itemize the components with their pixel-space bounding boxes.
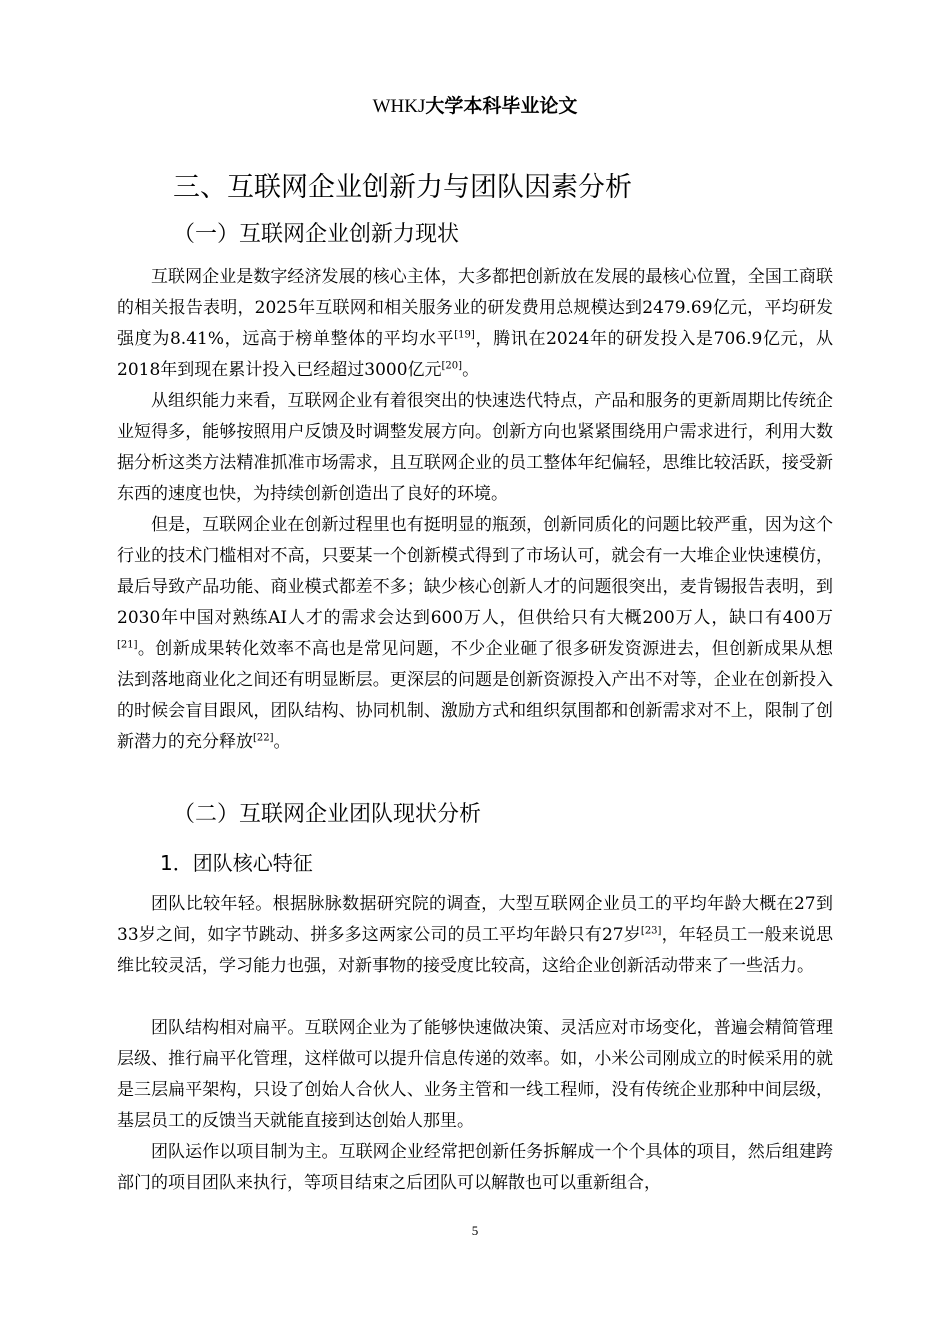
running-header (0, 93, 950, 120)
paragraph-innovation-bottlenecks (117, 510, 833, 758)
paragraph-text: 但是，互联网企业在创新过程里也有挺明显的瓶颈，创新同质化的问题比较严重，因为这个行业的技术门槛相对不高，只要某一个创新模式得到了市场认可，就会有一大堆企业快速模仿，最后导致产品功能、商业模式都差不多；缺少核心创新人才的问题很突出，麦肯锡报告表明，到2030年中国对熟练AI人才的需求会达到600万人，但供给只有大概200万人，缺口有400万 (117, 515, 833, 628)
paragraph-young-team (117, 889, 833, 982)
citation-ref: [19] (454, 329, 475, 341)
paragraph-flat-structure: 团队结构相对扁平。互联网企业为了能够快速做决策、灵活应对市场变化，普遍会精简管理层级、推行扁平化管理，这样做可以提升信息传递的效率。如，小米公司刚成立的时候采用的就是三层扁平架构，只设了创始人合伙人、业务主管和一线工程师，没有传统企业那种中间层级，基层员工的反馈当天就能直接到达创始人那里。 (117, 1018, 833, 1131)
page-number: 5 (471, 1223, 479, 1238)
paragraph-text: 。 (273, 732, 291, 752)
paragraph-text: 互联网企业是数字经济发展的核心主体，大多都把创新放在发展的最核心位置，全国工商联的相关报告表明，2025年互联网和相关服务业的研发费用总规模达到2479.69亿元，平均研发强度为8.41%，远高于榜单整体的平均水平 (117, 267, 833, 349)
paragraph-text: 团队比较年轻。根据脉脉数据研究院的调查，大型互联网企业员工的平均年龄大概在27到33岁之间，如字节跳动、拼多多这两家公司的员工平均年龄只有27岁 (117, 894, 833, 945)
section-title-1: （一）互联网企业创新力现状 (173, 222, 460, 247)
paragraph-text: ，腾讯在2024年的研发投入是706.9亿元，从2018年到现在累计投入已经超过3000亿元 (117, 329, 833, 380)
citation-ref: [21] (117, 639, 138, 651)
header-thesis-label: 大学本科毕业论文 (425, 95, 578, 117)
paragraph-text: 。 (462, 360, 480, 380)
paragraph-text: ，年轻员工一般来说思维比较灵活，学习能力也强，对新事物的接受度比较高，这给企业创新活动带来了一些活力。 (117, 925, 834, 976)
paragraph-organization-capability: 从组织能力来看，互联网企业有着很突出的快速迭代特点，产品和服务的更新周期比传统企业短得多，能够按照用户反馈及时调整发展方向。创新方向也紧紧围绕用户需求进行，利用大数据分析这类方法精准抓准市场需求，且互联网企业的员工整体年纪偏轻，思维比较活跃，接受新东西的速度也快，为持续创新创造出了良好的环境。 (117, 391, 833, 504)
paragraph-rd-investment (117, 262, 833, 386)
paragraph-text: 。创新成果转化效率不高也是常见问题，不少企业砸了很多研发资源进去，但创新成果从想法到落地商业化之间还有明显断层。更深层的问题是创新资源投入产出不对等，企业在创新投入的时候会盲目跟风，团队结构、协同机制、激励方式和组织氛围都和创新需求对不上，限制了创新潜力的充分释放 (117, 639, 833, 752)
citation-ref: [20] (441, 360, 463, 372)
citation-ref: [22] (253, 732, 274, 744)
subsection-title-1: 1．团队核心特征 (160, 851, 313, 875)
header-university-code: WHKJ (372, 96, 426, 117)
citation-ref: [23] (640, 925, 662, 937)
paragraph-project-based: 团队运作以项目制为主。互联网企业经常把创新任务拆解成一个个具体的项目，然后组建跨部门的项目团队来执行，等项目结束之后团队可以解散也可以重新组合， (117, 1142, 833, 1193)
chapter-title: 三、互联网企业创新力与团队因素分析 (173, 172, 632, 203)
section-title-2: （二）互联网企业团队现状分析 (173, 802, 482, 827)
